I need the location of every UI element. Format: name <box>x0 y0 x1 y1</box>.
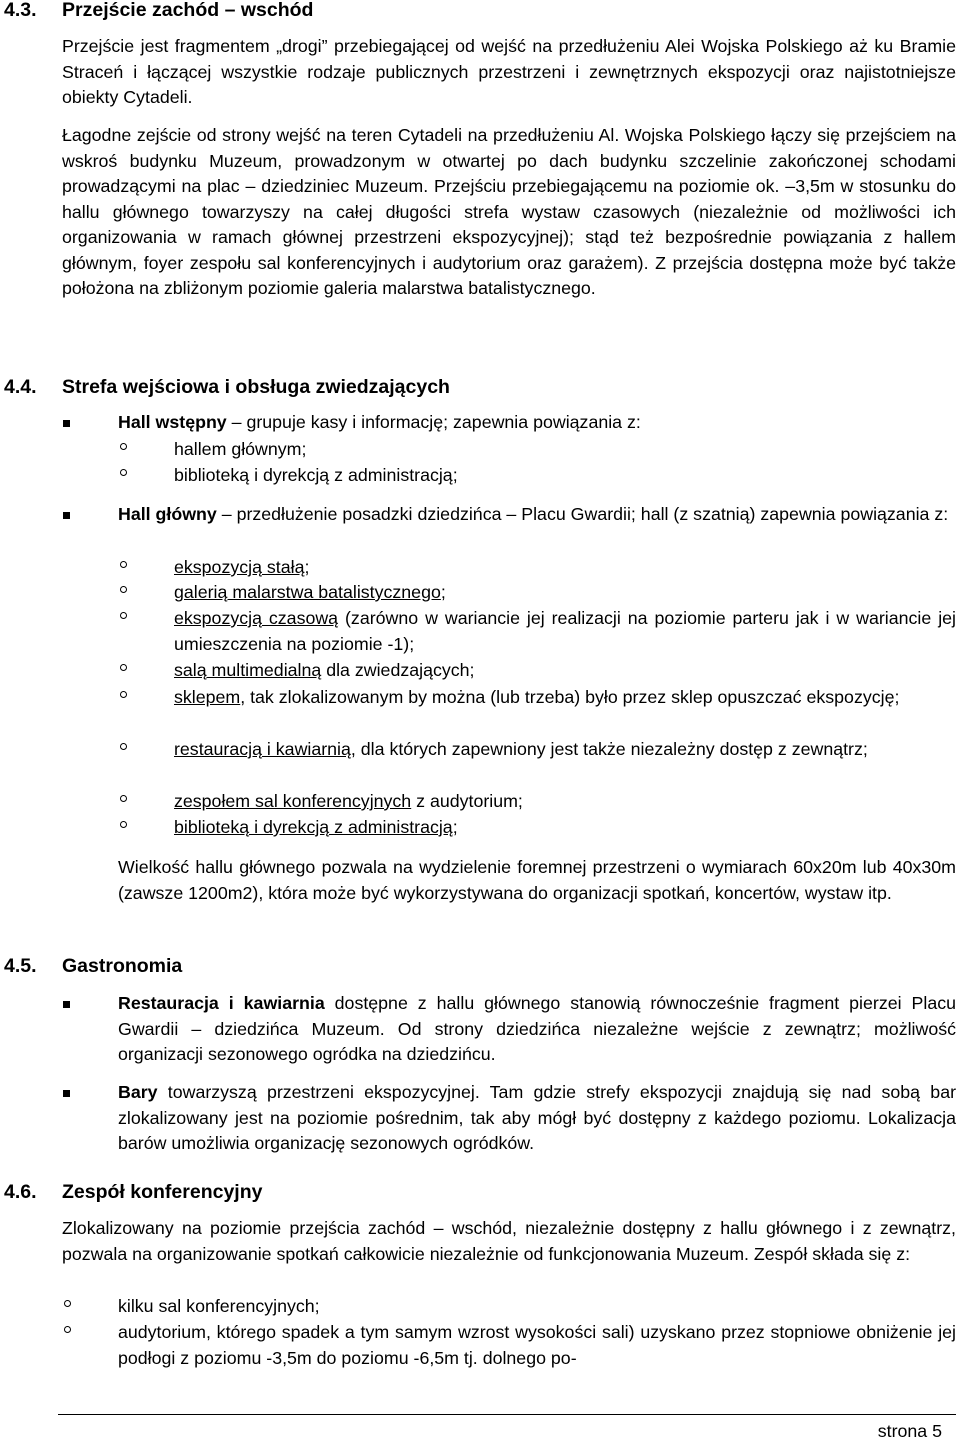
list-item-bold: Restauracja i kawiarnia <box>118 993 325 1013</box>
sub-list-item-text: , tak zlokalizowanym by można (lub trzeba) było przez sklep opuszczać ekspozycję; <box>240 687 900 707</box>
sub-list-item-text: hallem głównym; <box>174 439 307 459</box>
sub-list-item <box>118 1320 956 1371</box>
sub-list-item-link-text: ekspozycją stałą <box>174 557 305 577</box>
square-bullet-icon <box>63 1001 70 1008</box>
sub-list-item-text: ; <box>304 557 310 577</box>
list-item <box>118 1080 956 1157</box>
square-bullet-icon <box>63 512 70 519</box>
circle-bullet-icon <box>120 443 127 450</box>
sub-list-item-link-text: salą multimedialną <box>174 660 322 680</box>
page-number: strona 5 <box>877 1421 942 1441</box>
sub-list-item-link-text: galerią malarstwa batalistycznego <box>174 582 441 602</box>
circle-bullet-icon <box>120 743 127 750</box>
list-item <box>118 410 956 436</box>
section-number: 4.6. <box>4 1181 37 1203</box>
section-heading-4-3 <box>4 0 313 22</box>
sub-list-item-link-text: zespołem sal konferencyjnych <box>174 791 412 811</box>
sub-list-item <box>174 658 956 684</box>
sub-list-item-text: (zarówno w wariancie jej realizacji na poziomie parteru jak i w wariancie jej umieszczenia na poziomie -1); <box>174 608 956 654</box>
sub-list-item-text: dla zwiedzających; <box>321 660 475 680</box>
sub-list-item-text: audytorium, którego spadek a tym samym wzrost wysokości sali) uzyskano przez stopniowe obniżenie jej podłogi z poziomu -3,5m do poziomu -6,5m tj. dolnego po- <box>118 1322 956 1368</box>
circle-bullet-icon <box>120 469 127 476</box>
circle-bullet-icon <box>120 664 127 671</box>
circle-bullet-icon <box>120 821 127 828</box>
list-item-text: towarzyszą przestrzeni ekspozycyjnej. Tam gdzie strefy ekspozycji znajdują się nad sobą bar zlokalizowany jest na poziomie pośrednim, tak aby mógł być dostępny z każdego poziomu. Lokalizacja barów umożliwia organizację sezonowych ogródków. <box>118 1082 956 1153</box>
sub-list-item <box>174 555 956 581</box>
square-bullet-icon <box>63 420 70 427</box>
section-heading-4-5 <box>4 954 182 978</box>
sub-list-item-link-text: sklepem <box>174 687 241 707</box>
section-title: Strefa wejściowa i obsługa zwiedzających <box>62 376 450 398</box>
sub-list-item <box>174 580 956 606</box>
paragraph: Łagodne zejście od strony wejść na teren Cytadeli na przedłużeniu Al. Wojska Polskiego łączy się przejściem na wskroś budynku Muzeum, prowadzonym w otwartej po dach budynku szczelinie zakończonej schodami prowadzącymi na plac – dziedziniec Muzeum. Przejściu przebiegającemu na poziomie ok. –3,5m w stosunku do hallu głównego towarzyszy na całej długości strefa wystaw czasowych (niezależnie od możliwości ich organizowania w ramach głównej przestrzeni ekspozycyjnej); stąd też bezpośrednie powiązania z hallem głównym, foyer zespołu sal konferencyjnych i audytorium oraz garażem). Z przejścia dostępna może być także położona na zbliżonym poziomie galeria malarstwa batalistycznego. <box>62 125 956 298</box>
sub-list-item-text: , dla których zapewniony jest także niezależny dostęp z zewnątrz; <box>350 739 868 759</box>
sub-list-item-link-text: ekspozycją czasową <box>174 608 339 628</box>
circle-bullet-icon <box>120 795 127 802</box>
section-title: Przejście zachód – wschód <box>62 0 314 21</box>
section-title: Gastronomia <box>62 955 183 977</box>
list-item-bold: Bary <box>118 1082 158 1102</box>
paragraph: Zlokalizowany na poziomie przejścia zachód – wschód, niezależnie dostępny z hallu głównego i z zewnątrz, pozwala na organizowanie spotkań całkowicie niezależnie od funkcjonowania Muzeum. Zespół składa się z: <box>62 1218 956 1264</box>
list-item <box>118 502 956 528</box>
circle-bullet-icon <box>120 612 127 619</box>
sub-list-item <box>174 789 956 815</box>
list-item-text: – grupuje kasy i informację; zapewnia powiązania z: <box>226 412 641 432</box>
list-item-bold: Hall główny <box>118 504 217 524</box>
sub-list-item <box>174 437 956 463</box>
paragraph: Wielkość hallu głównego pozwala na wydzielenie foremnej przestrzeni o wymiarach 60x20m lub 40x30m (zawsze 1200m2), która może być wykorzystywana do organizacji spotkań, koncertów, wystaw itp. <box>118 857 956 903</box>
list-item-text: – przedłużenie posadzki dziedzińca – Placu Gwardii; hall (z szatnią) zapewnia powiązania z: <box>216 504 949 524</box>
sub-list-item-text: biblioteką i dyrekcją z administracją; <box>174 465 458 485</box>
list-item <box>118 991 956 1068</box>
circle-bullet-icon <box>120 561 127 568</box>
sub-list-item <box>174 463 956 489</box>
section-heading-4-6 <box>4 1180 262 1204</box>
sub-list-item <box>174 815 956 841</box>
sub-list-item-text: z audytorium; <box>411 791 523 811</box>
list-item-text: dostępne z hallu głównego stanowią równocześnie fragment pierzei Placu Gwardii – dziedzińca Muzeum. Od strony dziedzińca niezależne wejście z zewnątrz; możliwość organizacji sezonowego ogródka na dziedzińcu. <box>118 993 956 1064</box>
circle-bullet-icon <box>120 586 127 593</box>
sub-list-item-text: kilku sal konferencyjnych; <box>118 1296 320 1316</box>
sub-list-item-text: ; <box>440 582 446 602</box>
sub-list-item-link-text: biblioteką i dyrekcją z administracją <box>174 817 453 837</box>
section-number: 4.4. <box>4 376 37 398</box>
sub-list-item <box>118 1294 956 1320</box>
sub-list-item-text: ; <box>452 817 458 837</box>
square-bullet-icon <box>63 1090 70 1097</box>
sub-list-item <box>174 685 956 711</box>
sub-list-item <box>174 606 956 657</box>
circle-bullet-icon <box>64 1300 71 1307</box>
paragraph: Przejście jest fragmentem „drogi” przebiegającej od wejść na przedłużeniu Alei Wojska Polskiego aż ku Bramie Straceń i łączącej wszystkie rodzaje publicznych przestrzeni i zewnętrznych ekspozycji oraz najistotniejsze obiekty Cytadeli. <box>62 36 956 107</box>
sub-list-item <box>174 737 956 763</box>
section-number: 4.3. <box>4 0 37 21</box>
section-heading-4-4 <box>4 375 450 399</box>
section-number: 4.5. <box>4 955 37 977</box>
list-item-bold: Hall wstępny <box>118 412 227 432</box>
circle-bullet-icon <box>64 1326 71 1333</box>
section-title: Zespół konferencyjny <box>62 1181 263 1203</box>
footer-divider <box>58 1414 956 1415</box>
circle-bullet-icon <box>120 691 127 698</box>
sub-list-item-link-text: restauracją i kawiarnią <box>174 739 351 759</box>
